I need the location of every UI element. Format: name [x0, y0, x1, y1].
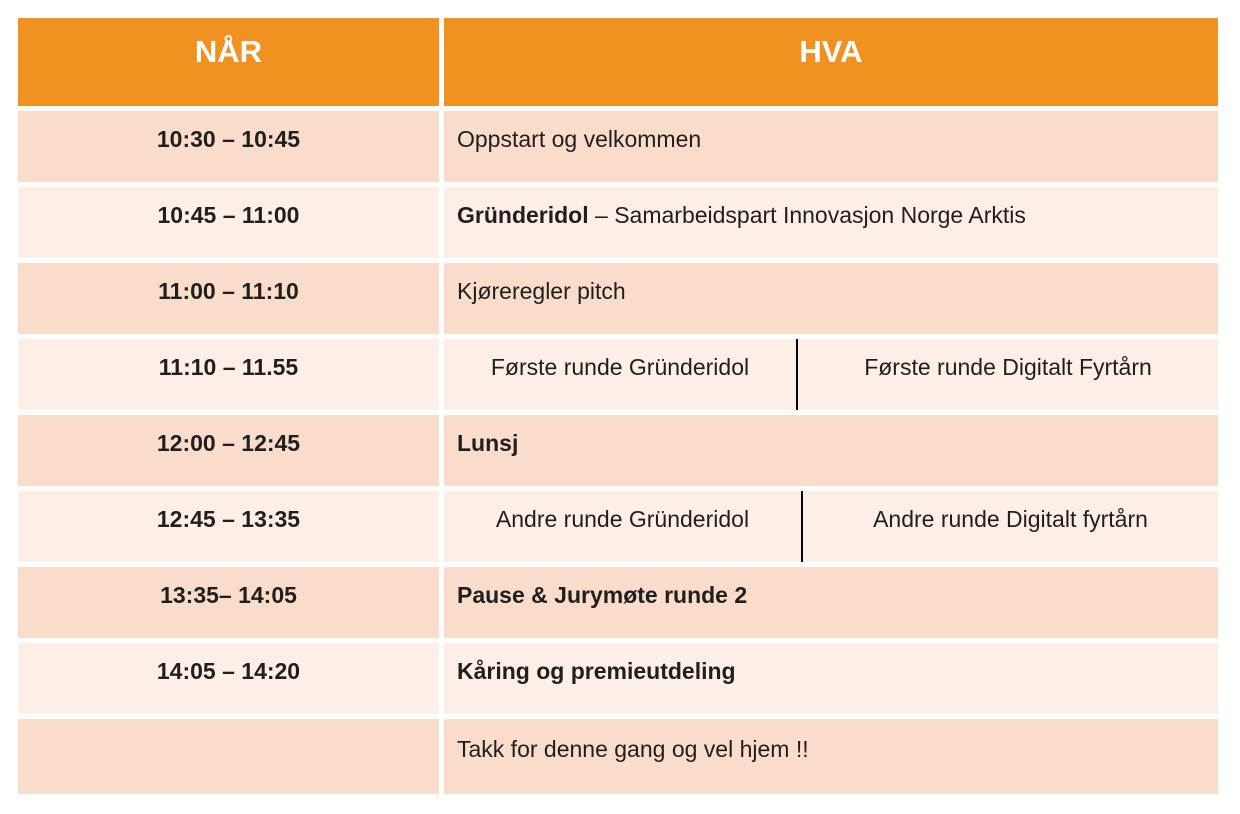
what-cell [444, 643, 1218, 714]
what-cell [444, 263, 1218, 334]
time-cell: 10:45 – 11:00 [18, 187, 439, 258]
time-cell: 13:35– 14:05 [18, 567, 439, 638]
time-cell: 11:10 – 11.55 [18, 339, 439, 410]
split-right-cell: Andre runde Digitalt fyrtårn [873, 506, 1148, 533]
what-cell-split [444, 491, 1218, 562]
split-right-cell: Første runde Digitalt Fyrtårn [864, 354, 1152, 381]
what-cell [444, 415, 1218, 486]
what-cell [444, 111, 1218, 182]
what-text: Lunsj [457, 430, 519, 457]
what-text [457, 202, 1026, 228]
time-cell: 12:45 – 13:35 [18, 491, 439, 562]
what-text: Kjøreregler pitch [457, 278, 626, 305]
what-cell-split [444, 339, 1218, 410]
what-cell [444, 719, 1218, 794]
schedule-table [18, 18, 1218, 794]
time-cell [18, 719, 439, 794]
column-header-what: HVA [444, 18, 1218, 106]
time-cell: 10:30 – 10:45 [18, 111, 439, 182]
what-text-rest: – Samarbeidspart Innovasjon Norge Arktis [588, 202, 1026, 229]
what-text: Pause & Jurymøte runde 2 [457, 582, 748, 609]
what-text-bold: Gründeridol [457, 202, 589, 229]
what-text: Kåring og premieutdeling [457, 658, 736, 685]
what-cell [444, 187, 1218, 258]
column-header-when: NÅR [18, 18, 439, 106]
what-cell [444, 567, 1218, 638]
split-left-cell: Første runde Gründeridol [490, 354, 750, 381]
split-left-cell: Andre runde Gründeridol [495, 506, 750, 533]
time-cell: 14:05 – 14:20 [18, 643, 439, 714]
what-text: Oppstart og velkommen [457, 126, 702, 153]
time-cell: 12:00 – 12:45 [18, 415, 439, 486]
what-text: Takk for denne gang og vel hjem !! [457, 736, 809, 763]
time-cell: 11:00 – 11:10 [18, 263, 439, 334]
